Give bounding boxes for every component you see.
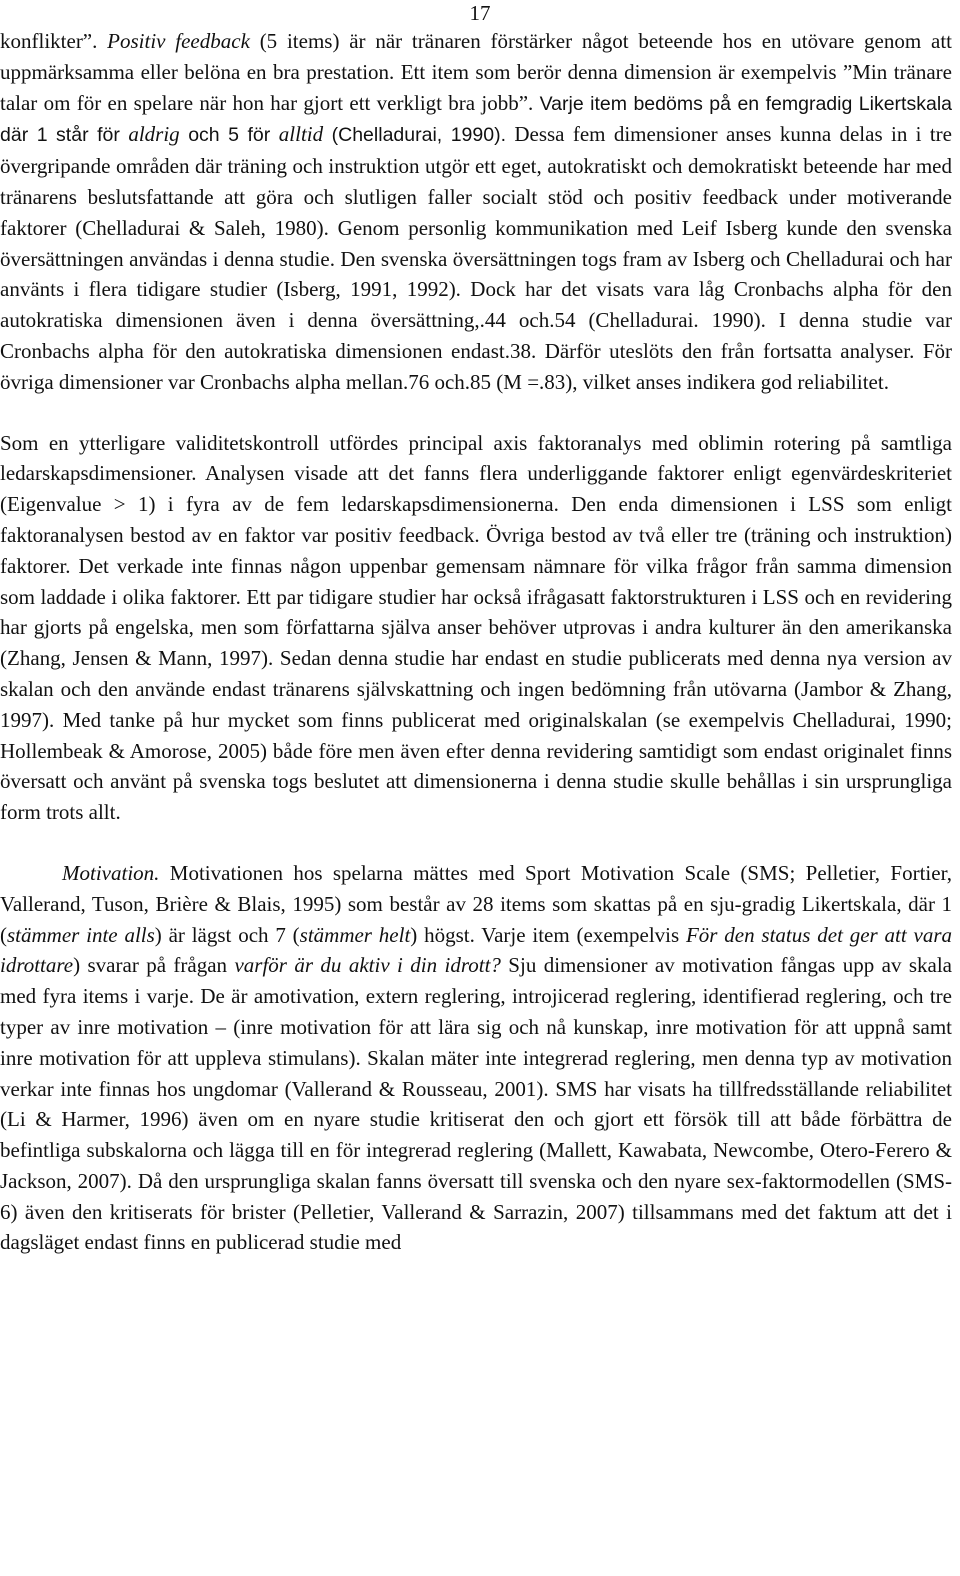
- text-run: ) svarar på frågan: [73, 953, 235, 978]
- italic-text: aldrig: [128, 122, 180, 147]
- text-run: konflikter”.: [0, 29, 108, 53]
- italic-text: Positiv feedback: [107, 29, 250, 53]
- sans-text: Varje item bedöms på en femgradig Likertskala där 1 står för: [0, 92, 952, 147]
- italic-text: alltid: [278, 122, 324, 147]
- sans-text: (Chelladurai, 1990).: [323, 124, 506, 147]
- paragraph-motivation: [0, 858, 952, 1258]
- italic-text: Motivation.: [62, 860, 160, 885]
- italic-text: stämmer inte alls: [7, 922, 155, 947]
- text-run: ) högst. Varje item (exempelvis: [410, 922, 686, 947]
- text-run: Dessa fem dimensioner anses kunna delas in i tre övergripande områden där träning och instruktion utgör ett eget, autokratiskt och demokratiskt beteende har med tränarens beslutsfattande att göra och slutligen faller socialt stöd och positiv feedback under motiverande faktorer (Chelladurai & Saleh, 1980). Genom personlig kommunikation med Leif Isberg kunde den svenska översättningen användas i denna studie. Den svenska översättningen togs fram av Isberg och Chelladurai och har använts i flera tidigare studier (Isberg, 1991, 1992). Dock har det visats vara låg Cronbachs alpha för den autokratiska dimensionen även i denna översättning,.44 och.54 (Chelladurai. 1990). I denna studie var Cronbachs alpha för den autokratiska dimensionen endast.38. Därför uteslöts den från fortsatta analyser. För övriga dimensioner var Cronbachs alpha mellan.76 och.85 (M =.83), vilket anses indikera god reliabilitet.: [0, 122, 952, 394]
- italic-text: varför är du aktiv i din idrott?: [234, 953, 501, 978]
- text-run: ) är lägst och 7 (: [154, 922, 300, 947]
- italic-text: För den status det ger att vara idrottare: [0, 922, 952, 978]
- paragraph-leadership-scale: [0, 26, 952, 398]
- sans-text: och 5 för: [179, 124, 279, 147]
- text-run: Som en ytterligare validitetskontroll utfördes principal axis faktoranalys med oblimin rotering på samtliga ledarskapsdimensioner. Analysen visade att det fanns flera underliggande faktorer enligt egenvärdeskriteriet (Eigenvalue > 1) i fyra av de fem ledarskapsdimensionerna. Den enda dimensionen i LSS som enligt faktoranalysen bestod av en faktor var positiv feedback. Övriga bestod av två eller tre (träning och instruktion) faktorer. Det verkade inte finnas någon uppenbar gemensam nämnare för vilka frågor från samma dimension som laddade i olika faktorer. Ett par tidigare studier har också ifrågasatt faktorstrukturen i LSS och en revidering har gjorts på engelska, men som författarna själva anser behöver utprovas i andra kulturer än den amerikanska (Zhang, Jensen & Mann, 1997). Sedan denna studie har endast en studie publicerats med denna nya version av skalan och den använde endast tränarens självskattning och ingen bedömning från utövarna (Jambor & Zhang, 1997). Med tanke på hur mycket som finns publicerat med originalskalan (se exempelvis Chelladurai, 1990; Hollembeak & Amorose, 2005) både före men även efter denna revidering samtidigt som endast originalet finns översatt och använt på svenska togs beslutet att dimensionerna i denna studie skulle behållas i sin ursprungliga form trots allt.: [0, 430, 952, 825]
- text-run: (5 items) är när tränaren förstärker något beteende hos en utövare genom att uppmärksamma eller belöna en bra prestation. Ett item som berör denna dimension är exempelvis ”Min tränare talar om för en spelare när hon har gjort ett verkligt bra jobb”.: [0, 29, 952, 115]
- page-number: 17: [469, 1, 491, 25]
- text-run: Motivationen hos spelarna mättes med Sport Motivation Scale (SMS; Pelletier, Fortier, Vallerand, Tuson, Brière & Blais, 1995) som består av 28 items som skattas på en sju-gradig Likertskala, där 1 (: [0, 860, 952, 947]
- text-run: Sju dimensioner av motivation fångas upp av skala med fyra items i varje. De är amotivation, extern reglering, introjicerad reglering, identifierad reglering, och tre typer av inre motivation – (inre motivation för att lära sig och nå kunskap, inre motivation för att uppnå samt inre motivation för att uppleva stimulans). Skalan mäter inte integrerad reglering, men denna typ av motivation verkar inte finnas hos ungdomar (Vallerand & Rousseau, 2001). SMS har visats ha tillfredsställande reliabilitet (Li & Harmer, 1996) även om en nyare studie kritiserat den och gjort ett försök till att både förbättra de befintliga subskalorna och lägga till en för integrerad reglering (Mallett, Kawabata, Newcombe, Otero-Ferero & Jackson, 2007). Då den ursprungliga skalan fanns översatt till svenska och den nyare sex-faktormodellen (SMS-6) även den kritiserats för brister (Pelletier, Vallerand & Sarrazin, 2007) tillsammans med det faktum att det i dagsläget endast finns en publicerad studie med: [0, 953, 952, 1255]
- paragraph-factor-analysis: [0, 428, 952, 828]
- body-text: [0, 26, 952, 1258]
- italic-text: stämmer helt: [299, 922, 411, 947]
